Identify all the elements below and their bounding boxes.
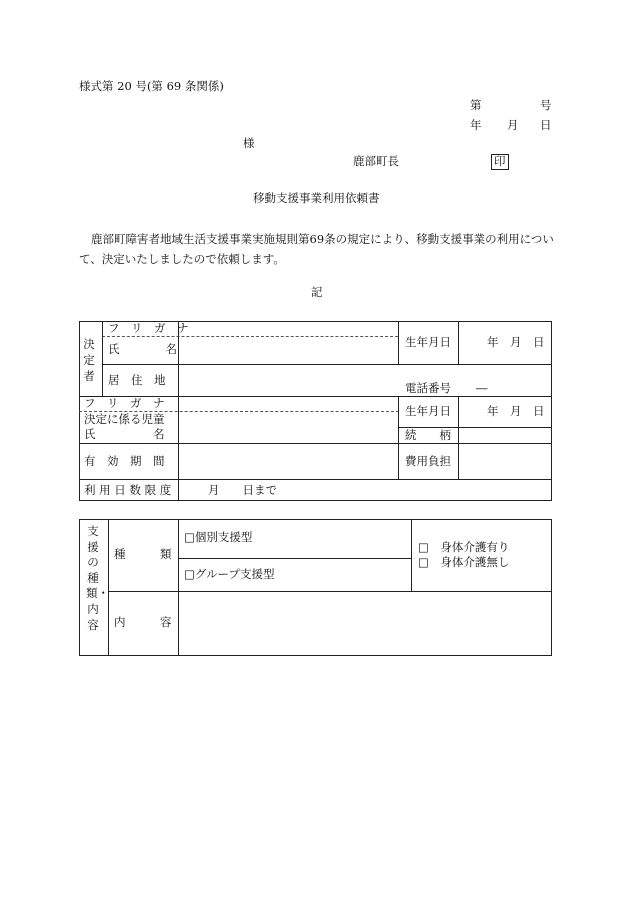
child-label: 決定に係る児童 [84, 412, 165, 426]
care-with-option[interactable]: □ 身体介護有り [418, 540, 510, 554]
addressee-suffix: 様 [243, 136, 255, 150]
child-name-label: 氏 名 [84, 427, 165, 441]
date-day: 日 [540, 118, 552, 132]
support-group-label: 支援の種類・内容 [86, 524, 109, 632]
type-label: 種 類 [114, 547, 172, 561]
form-number: 様式第 20 号(第 69 条関係) [79, 79, 224, 93]
ki-label: 記 [311, 285, 323, 299]
rule [411, 519, 412, 591]
rule [79, 443, 552, 444]
rule [102, 364, 552, 365]
option-group[interactable]: □グループ支援型 [184, 567, 275, 581]
date-month: 月 [507, 118, 519, 132]
rule [178, 519, 179, 656]
rule [398, 396, 399, 479]
issuer: 鹿部町長 [353, 154, 399, 168]
content-label: 内 容 [114, 615, 172, 629]
rule [178, 558, 411, 559]
document-title: 移動支援事業利用依頼書 [253, 191, 380, 205]
valid-period-label: 有 効 期 間 [84, 454, 165, 468]
cost-label: 費用負担 [405, 454, 451, 468]
relation-label: 続 柄 [405, 428, 451, 442]
usage-limit-label: 利 用 日 数 限 度 [84, 483, 172, 497]
rule [102, 321, 103, 396]
address-label: 居 住 地 [108, 373, 166, 387]
date-year: 年 [470, 118, 482, 132]
furigana-label: フ リ ガ ナ [108, 321, 189, 335]
rule [458, 321, 459, 364]
phone-dash: ― [476, 381, 488, 395]
option-individual[interactable]: □個別支援型 [184, 530, 253, 544]
rule [79, 479, 552, 480]
name-label: 氏 名 [108, 342, 177, 356]
rule [458, 396, 459, 479]
number-prefix: 第 [470, 98, 482, 112]
birthdate-label: 生年月日 [405, 335, 451, 349]
decider-group-label: 決定者 [83, 337, 95, 383]
number-suffix: 号 [540, 98, 552, 112]
usage-limit-value: 月 日まで [208, 483, 277, 497]
care-without-option[interactable]: □ 身体介護無し [418, 555, 510, 569]
phone-label: 電話番号 [405, 381, 451, 395]
birthdate-value: 年 月 日 [487, 335, 545, 349]
child-birthdate-label: 生年月日 [405, 404, 451, 418]
child-furigana-label: フ リ ガ ナ [84, 396, 165, 410]
rule [108, 591, 552, 592]
rule [178, 321, 179, 501]
seal-stamp: 印 [491, 154, 509, 170]
child-birthdate-value: 年 月 日 [487, 404, 545, 418]
rule [398, 321, 399, 364]
body-paragraph: 鹿部町障害者地域生活支援事業実施規則第69条の規定により、移動支援事業の利用について、決定いたしましたので依頼します。 [79, 232, 554, 266]
rule [102, 336, 398, 337]
